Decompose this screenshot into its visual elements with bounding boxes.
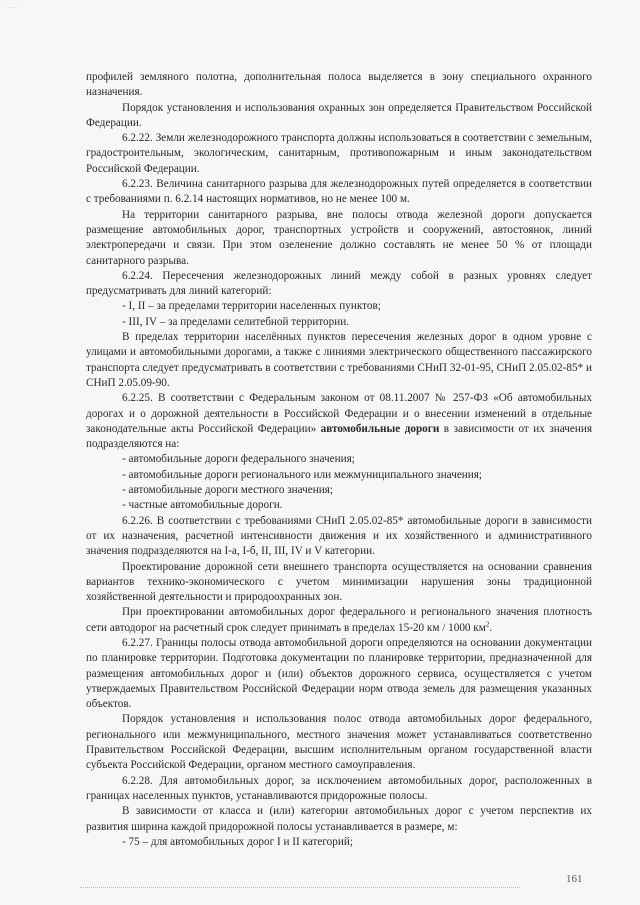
paragraph-density bbox=[86, 605, 592, 636]
scan-corner-mark: ........... bbox=[6, 4, 19, 9]
document-body bbox=[86, 70, 592, 850]
superscript: 2 bbox=[485, 619, 490, 628]
paragraph: Порядок установления и использования охранных зон определяется Правительством Российской Федерации. bbox=[86, 101, 592, 129]
paragraph: На территории санитарного разрыва, вне полосы отвода железной дороги допускается размещение автомобильных дорог, транспортных устройств и сооружений, автостоянок, линий электропередачи и связи. При этом озеленение должно составлять не менее 50 % от площади санитарного разрыва. bbox=[86, 208, 592, 267]
text-run: . bbox=[489, 621, 493, 634]
paragraph-6-2-22: 6.2.22. Земли железнодорожного транспорта должны использоваться в соответствии с земельным, градостроительным, экологическим, санитарным, противопожарным и иным законодательством Российской Федерации. bbox=[86, 132, 592, 175]
text-run: При проектировании автомобильных дорог федерального и регионального значения плотность сети автодорог на расчетный срок следует принимать в пределах 15-20 км / 1000 км bbox=[86, 606, 592, 634]
paragraph-6-2-27: 6.2.27. Границы полосы отвода автомобильной дороги определяются на основании документации по планировке территории. Подготовка документации по планировке территории, предназначенной для размещения автомобильных дорог и (или) объектов дорожного сервиса, осуществляется с учетом утверждаемых Правительством Российской Федерации норм отвода земель для размещения указанных объектов. bbox=[86, 636, 592, 711]
paragraph-6-2-28: 6.2.28. Для автомобильных дорог, за исключением автомобильных дорог, расположенных в границах населенных пунктов, устанавливаются придорожные полосы. bbox=[86, 774, 592, 802]
list-item: - 75 – для автомобильных дорог I и II категорий; bbox=[122, 835, 353, 848]
text-run: в зависимости от их значения подразделяются на: bbox=[86, 422, 592, 451]
paragraph-6-2-23: 6.2.23. Величина санитарного разрыва для железнодорожных путей определяется в соответствии с требованиями п. 6.2.14 настоящих нормативов, но не менее 100 м. bbox=[86, 178, 592, 206]
paragraph: Порядок установления и использования полос отвода автомобильных дорог федерального, регионального или межмуниципального, местного значения может устанавливаться соответственно Правительством Российской Федерации, высшим исполнительным органом государственной власти субъекта Российской Федерации, органом местного самоуправления. bbox=[86, 713, 592, 772]
list-item: - III, IV – за пределами селитебной территории. bbox=[122, 315, 350, 328]
scan-artifact-divider bbox=[80, 887, 520, 890]
bold-term: автомобильные дороги bbox=[320, 422, 440, 435]
list-item: - автомобильные дороги местного значения; bbox=[122, 484, 333, 497]
paragraph-6-2-24: 6.2.24. Пересечения железнодорожных линий между собой в разных уровнях следует предусматривать для линий категорий: bbox=[86, 269, 592, 298]
list-item: - автомобильные дороги федерального значения; bbox=[122, 453, 355, 466]
paragraph-6-2-26: 6.2.26. В соответствии с требованиями СНиП 2.05.02-85* автомобильные дороги в зависимости от их назначения, расчетной интенсивности движения и их хозяйственного и административного значения подразделяются на I-а, I-б, II, III, IV и V категории. bbox=[86, 514, 592, 558]
paragraph: профилей земляного полотна, дополнительная полоса выделяется в зону специального охранного назначения. bbox=[86, 71, 592, 99]
list-item: - частные автомобильные дороги. bbox=[122, 499, 283, 512]
paragraph: В пределах территории населённых пунктов пересечения железных дорог в одном уровне с улицами и автомобильными дорогами, а также с линиями электрического общественного пассажирского транспорта следует предусматривать в соответствии с требованиями СНиП 32-01-95, СНиП 2.05.02-85* и СНиП 2.05.09-90. bbox=[86, 331, 592, 389]
text-run: 6.2.25. В соответствии с Федеральным законом от 08.11.2007 № 257-ФЗ «Об автомобильных дорогах и о дорожной деятельности в Российской Федерации и о внесении изменений в отдельные законодательные акты Российской Федерации» bbox=[86, 392, 592, 435]
paragraph: Проектирование дорожной сети внешнего транспорта осуществляется на основании сравнения вариантов технико-экономического с учетом минимизации нарушения зоны традиционной хозяйственной деятельности и природоохранных зон. bbox=[86, 560, 592, 604]
paragraph: В зависимости от класса и (или) категории автомобильных дорог с учетом перспектив их развития ширина каждой придорожной полосы устанавливается в размере, м: bbox=[86, 805, 592, 833]
page-number: 161 bbox=[566, 873, 583, 885]
paragraph-6-2-25 bbox=[86, 391, 592, 452]
list-item: - I, II – за пределами территории населенных пунктов; bbox=[122, 300, 381, 313]
list-item: - автомобильные дороги регионального или межмуниципального значения; bbox=[122, 468, 483, 481]
